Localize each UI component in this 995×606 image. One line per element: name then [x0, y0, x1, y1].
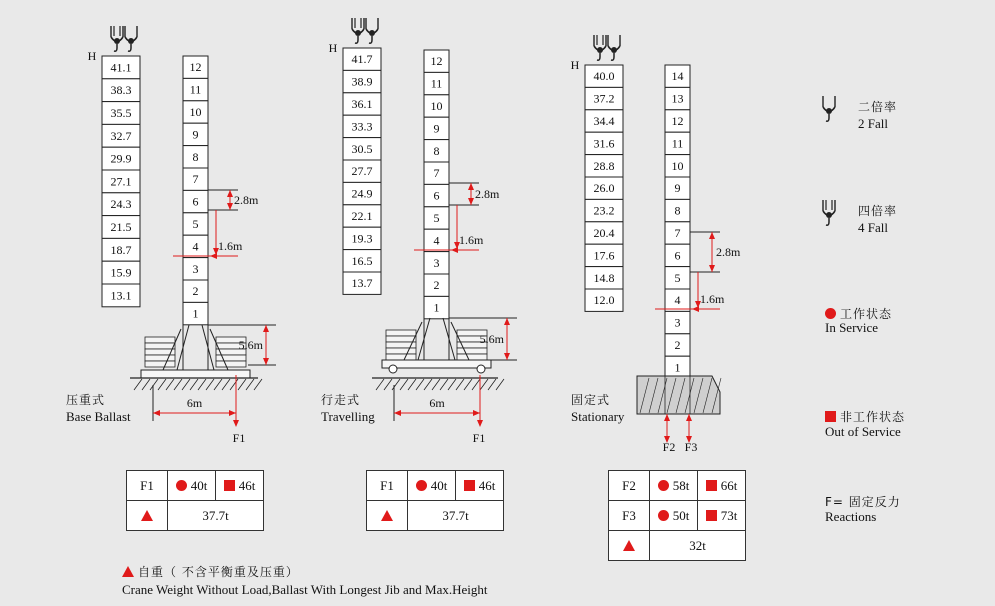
in-service-icon [658, 480, 669, 491]
hook-block [597, 47, 603, 53]
height-value: 27.7 [351, 164, 373, 179]
travel-wheel [389, 365, 397, 373]
section-number: 8 [433, 143, 440, 158]
height-label-h: H [87, 49, 97, 63]
force-f1-label: F1 [232, 431, 246, 445]
red-triangle-icon [122, 566, 134, 577]
hook-4-fall-icon [111, 26, 123, 51]
section-number: 8 [674, 203, 681, 218]
force-label: F1 [367, 471, 408, 501]
height-value: 41.1 [110, 60, 132, 75]
section-number: 1 [674, 360, 681, 375]
stationary-title-en: Stationary [571, 409, 625, 424]
ground-hatch [376, 379, 384, 390]
out-of-service-cell [698, 471, 746, 501]
dim-arrow [451, 247, 458, 253]
height-value: 18.7 [110, 242, 132, 257]
height-value: 13.7 [351, 276, 373, 291]
travelling-title-cn: 行走式 [321, 393, 361, 407]
legend-2-fall-icon [823, 96, 835, 121]
ground-hatch [222, 379, 230, 390]
travelling-title-en: Travelling [321, 409, 375, 424]
height-value: 38.9 [351, 74, 373, 89]
height-value: 17.6 [593, 248, 615, 263]
in-service-value: 58t [672, 477, 690, 493]
out-of-service-icon [464, 480, 475, 491]
hook-2-fall-icon [366, 18, 378, 43]
ballast-block [457, 348, 487, 354]
hook-block [826, 212, 832, 218]
height-value: 34.4 [593, 114, 615, 128]
height-value: 29.9 [110, 151, 132, 166]
height-value: 38.3 [110, 83, 132, 98]
ground-hatch [400, 379, 408, 390]
in-service-icon [416, 480, 427, 491]
in-service-value: 40t [190, 477, 208, 493]
base-ballast-title-en: Base Ballast [66, 409, 131, 424]
section-number: 11 [430, 76, 443, 91]
ground-hatch [408, 379, 416, 390]
section-number: 7 [192, 172, 199, 187]
height-value: 27.1 [110, 174, 132, 189]
height-value: 14.8 [593, 270, 615, 285]
ground-hatch [206, 379, 214, 390]
ballast-block [386, 336, 416, 342]
section-number: 7 [433, 166, 440, 181]
legend-2-fall-cn: 二倍率 [858, 100, 898, 114]
height-value: 23.2 [593, 203, 615, 218]
dim-arrow [468, 198, 474, 205]
ballast-block [386, 330, 416, 336]
height-value: 33.3 [351, 119, 373, 134]
dim-arrow [263, 358, 269, 365]
height-value: 19.3 [351, 231, 373, 246]
section-number: 3 [192, 261, 199, 276]
section-number: 6 [433, 188, 440, 203]
out-of-service-cell [216, 471, 264, 501]
dim-arrow [504, 353, 510, 360]
section-number: 10 [671, 158, 684, 173]
section-number: 4 [433, 233, 440, 248]
height-value: 20.4 [593, 226, 615, 240]
out-of-service-value: 73t [720, 507, 738, 523]
legend-4-fall-cn: 四倍率 [858, 204, 898, 218]
dim-5-6m-label: 5.6m [238, 338, 263, 352]
height-label-h: H [570, 58, 580, 72]
red-dot-icon [825, 308, 836, 319]
ground-hatch [496, 379, 504, 390]
section-number: 6 [192, 194, 199, 209]
section-number: 8 [192, 149, 199, 164]
footnote-cn [122, 564, 299, 580]
stationary-title-cn: 固定式 [571, 393, 611, 407]
dim-1-6m-label: 1.6m [218, 239, 243, 253]
hook-block [826, 108, 832, 114]
section-number: 10 [430, 99, 443, 113]
ground-hatch [174, 379, 182, 390]
ground-hatch [142, 379, 150, 390]
triangle-icon [141, 510, 153, 521]
dim-5-6m-label: 5.6m [479, 332, 504, 346]
section-number: 4 [674, 293, 681, 308]
ground-hatch [384, 379, 392, 390]
legend-out-of-service-cn: 非工作状态 [840, 410, 906, 424]
base-slab [141, 370, 250, 378]
ground-hatch [432, 379, 440, 390]
hook-tip [597, 53, 600, 60]
dim-arrow [473, 410, 480, 416]
force-f2-label: F2 [662, 440, 676, 454]
legend-2-fall-en: 2 Fall [858, 116, 888, 131]
ground-hatch [424, 379, 432, 390]
ground-hatch [456, 379, 464, 390]
ground-hatch [480, 379, 488, 390]
hook-tip [114, 44, 117, 51]
height-value: 21.5 [110, 220, 132, 234]
dim-arrow [233, 420, 239, 427]
dim-2-8m-label: 2.8m [475, 187, 500, 201]
in-service-cell [650, 471, 698, 501]
ground-hatch [198, 379, 206, 390]
ground-hatch [214, 379, 222, 390]
hook-tip [826, 114, 829, 121]
hook-block [355, 30, 361, 36]
base-ballast-reaction-table [126, 470, 264, 531]
dim-arrow [504, 318, 510, 325]
ballast-block [145, 343, 175, 349]
section-number: 10 [189, 105, 202, 119]
force-f1-label: F1 [472, 431, 486, 445]
ground-hatch [166, 379, 174, 390]
stationary-reaction-table [608, 470, 746, 561]
dim-1-6m-label: 1.6m [700, 292, 725, 306]
dim-arrow [263, 325, 269, 332]
section-number: 3 [433, 255, 440, 270]
table-row [609, 531, 746, 561]
ground-hatch [448, 379, 456, 390]
section-number: 5 [192, 217, 199, 231]
travel-wheel [477, 365, 485, 373]
dim-arrow [709, 232, 715, 239]
dim-arrow [686, 414, 692, 421]
dim-arrow [709, 265, 715, 272]
base-ballast-title-cn: 压重式 [66, 393, 106, 407]
legend-in-service-en: In Service [825, 320, 879, 335]
ground-hatch [246, 379, 254, 390]
height-value: 31.6 [593, 136, 615, 151]
weight-icon-cell [367, 501, 408, 531]
hook-block [114, 38, 120, 44]
section-number: 2 [192, 284, 199, 299]
height-label-h: H [328, 41, 338, 55]
legend-reactions-en: Reactions [825, 509, 877, 524]
ground-hatch [182, 379, 190, 390]
height-value: 37.2 [593, 91, 615, 106]
ground-hatch [392, 379, 400, 390]
section-number: 6 [674, 248, 681, 263]
hook-tip [355, 36, 358, 43]
height-value: 26.0 [593, 181, 615, 196]
dim-arrow [227, 203, 233, 210]
hook-tip [611, 53, 614, 60]
ground-hatch [488, 379, 496, 390]
weight-icon-cell [127, 501, 168, 531]
section-number: 3 [674, 315, 681, 330]
travel-chassis [382, 360, 491, 368]
section-number: 2 [433, 278, 440, 293]
section-number: 9 [192, 127, 199, 142]
dim-arrow [394, 410, 401, 416]
force-label: F3 [609, 501, 650, 531]
out-of-service-icon [224, 480, 235, 491]
section-number: 7 [674, 226, 681, 240]
legend-out-of-service-en: Out of Service [825, 424, 901, 439]
hook-2-fall-icon [125, 26, 137, 51]
ballast-block [386, 348, 416, 354]
legend-4-fall-icon [823, 200, 835, 225]
height-value: 40.0 [593, 69, 615, 84]
ground-hatch [150, 379, 158, 390]
section-number: 9 [433, 121, 440, 136]
force-f3-label: F3 [684, 440, 698, 454]
out-of-service-value: 46t [238, 477, 256, 493]
hook-4-fall-icon [594, 35, 606, 60]
table-row [367, 471, 504, 501]
section-number: 5 [433, 211, 440, 225]
height-value: 15.9 [110, 265, 132, 280]
ballast-block [216, 355, 246, 361]
ground-hatch [238, 379, 246, 390]
section-number: 14 [671, 69, 684, 84]
ballast-block [145, 355, 175, 361]
ground-hatch [254, 379, 262, 390]
hook-2-fall-icon [608, 35, 620, 60]
out-of-service-value: 46t [478, 477, 496, 493]
dim-2-8m-label: 2.8m [234, 193, 259, 207]
dim-arrow [692, 306, 699, 312]
in-service-value: 50t [672, 507, 690, 523]
hook-tip [369, 36, 372, 43]
legend-reactions-cn: F= 固定反力 [825, 495, 901, 509]
ballast-block [386, 354, 416, 360]
dim-6m-label: 6m [186, 396, 203, 410]
footnote-en: Crane Weight Without Load,Ballast With Longest Jib and Max.Height [122, 582, 488, 597]
dim-6m-label: 6m [429, 396, 445, 410]
crane-weight-value: 37.7t [168, 501, 264, 531]
section-number: 1 [192, 306, 199, 321]
section-number: 13 [671, 91, 684, 106]
dim-arrow [477, 420, 483, 427]
section-number: 2 [674, 338, 681, 352]
triangle-icon [623, 540, 635, 551]
legend-in-service-cn: 工作状态 [840, 307, 893, 321]
ground-hatch [416, 379, 424, 390]
height-value: 30.5 [351, 141, 373, 156]
legend-4-fall-en: 4 Fall [858, 220, 888, 235]
ground-hatch [134, 379, 142, 390]
footnote-cn-text: 自重（ 不含平衡重及压重） [138, 565, 299, 579]
height-value: 28.8 [593, 158, 615, 173]
hook-tip [128, 44, 131, 51]
ground-hatch [190, 379, 198, 390]
height-value: 41.7 [351, 52, 373, 67]
in-service-icon [658, 510, 669, 521]
table-row [127, 471, 264, 501]
table-row [127, 501, 264, 531]
hook-block [369, 30, 375, 36]
in-service-cell [650, 501, 698, 531]
in-service-icon [176, 480, 187, 491]
ground-hatch [158, 379, 166, 390]
dim-arrow [210, 253, 217, 259]
section-number: 11 [189, 82, 202, 97]
height-value: 24.9 [351, 186, 373, 201]
out-of-service-cell [698, 501, 746, 531]
height-value: 12.0 [593, 293, 615, 308]
height-value: 13.1 [110, 288, 132, 303]
dim-arrow [229, 410, 236, 416]
dim-1-6m-label: 1.6m [459, 233, 484, 247]
force-label: F1 [127, 471, 168, 501]
in-service-value: 40t [430, 477, 448, 493]
ground-hatch [230, 379, 238, 390]
out-of-service-icon [706, 480, 717, 491]
section-number: 9 [674, 181, 681, 196]
hook-tip [826, 218, 829, 225]
height-value: 16.5 [351, 253, 373, 268]
height-value: 36.1 [351, 97, 373, 111]
section-number: 4 [192, 239, 199, 254]
legend-out-of-service [825, 409, 905, 425]
section-number: 12 [430, 54, 443, 69]
crane-weight-value: 37.7t [408, 501, 504, 531]
triangle-icon [381, 510, 393, 521]
section-number: 5 [674, 270, 681, 285]
dim-arrow [468, 183, 474, 190]
in-service-cell [408, 471, 456, 501]
section-number: 12 [671, 114, 684, 128]
dim-arrow [664, 414, 670, 421]
height-value: 35.5 [110, 106, 132, 120]
section-number: 1 [433, 300, 440, 315]
hook-4-fall-icon [352, 18, 364, 43]
height-value: 22.1 [351, 209, 373, 223]
ground-hatch [472, 379, 480, 390]
out-of-service-cell [456, 471, 504, 501]
weight-icon-cell [609, 531, 650, 561]
dim-arrow [227, 190, 233, 197]
ballast-block [457, 354, 487, 360]
red-square-icon [825, 411, 836, 422]
table-row [609, 471, 746, 501]
ground-hatch [440, 379, 448, 390]
dim-arrow [153, 410, 160, 416]
table-row [609, 501, 746, 531]
section-number: 12 [189, 60, 202, 75]
height-value: 24.3 [110, 197, 132, 212]
out-of-service-value: 66t [720, 477, 738, 493]
section-number: 11 [671, 136, 684, 151]
hook-block [128, 38, 134, 44]
crane-weight-value: 32t [650, 531, 746, 561]
ballast-block [216, 361, 246, 367]
out-of-service-icon [706, 510, 717, 521]
table-row [367, 501, 504, 531]
hook-block [611, 47, 617, 53]
travelling-reaction-table [366, 470, 504, 531]
dim-2-8m-label: 2.8m [716, 245, 741, 259]
force-label: F2 [609, 471, 650, 501]
ground-hatch [464, 379, 472, 390]
height-value: 32.7 [110, 128, 132, 143]
ballast-block [145, 361, 175, 367]
in-service-cell [168, 471, 216, 501]
ballast-block [145, 337, 175, 343]
